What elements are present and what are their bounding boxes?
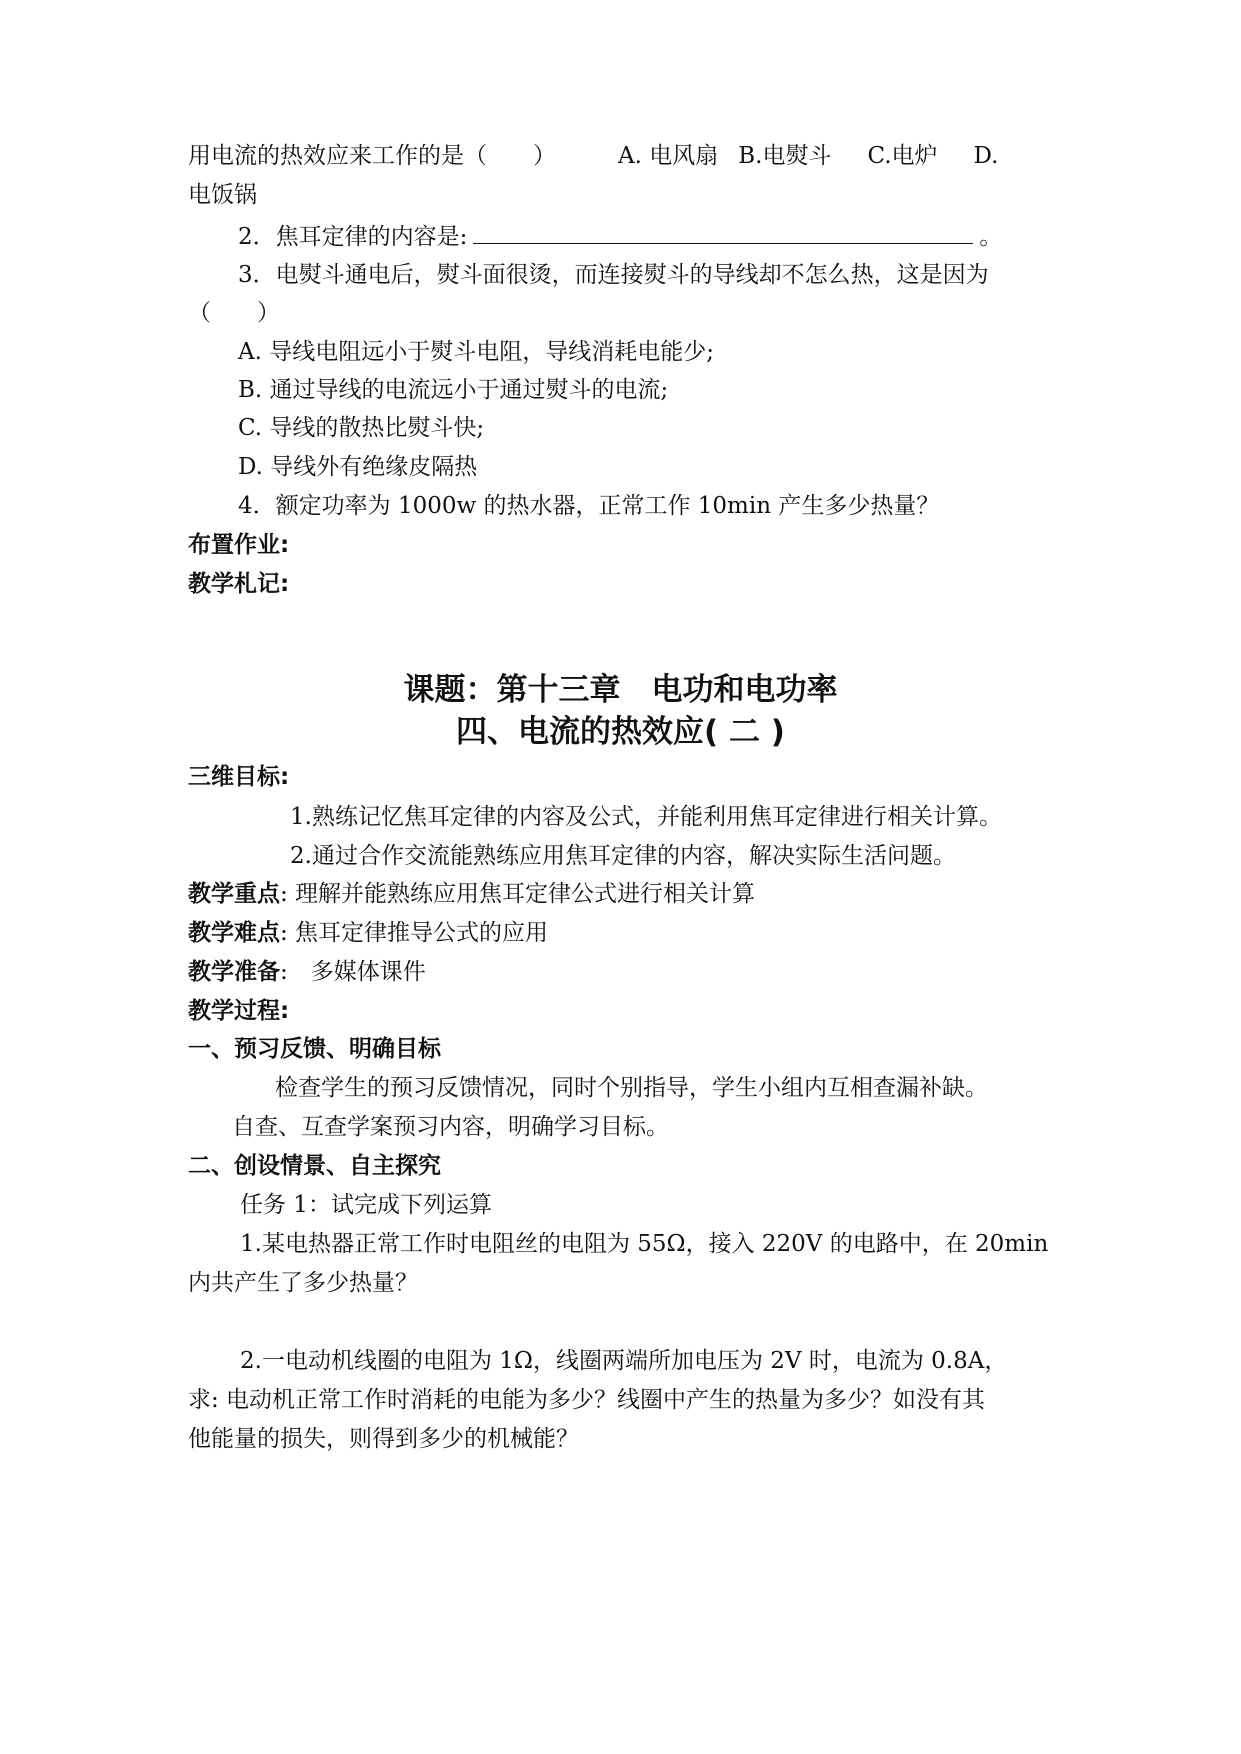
difficulty-line — [188, 918, 1058, 948]
part1-line1: 检查学生的预习反馈情况，同时个别指导，学生小组内互相查漏补缺。 — [275, 1075, 988, 1101]
goal-1: 1.熟练记忆焦耳定律的内容及公式，并能利用焦耳定律进行相关计算。 — [290, 804, 1002, 830]
q1-option-a: A. 电风扇 — [618, 143, 719, 169]
q2-answer-blank — [473, 221, 973, 244]
q4-line: 4．额定功率为 1000w 的热水器，正常工作 10min 产生多少热量？ — [238, 493, 940, 519]
key-point-line — [188, 879, 1058, 909]
key-point-text: : 理解并能熟练应用焦耳定律公式进行相关计算 — [280, 881, 756, 907]
process-label: 教学过程: — [188, 998, 290, 1024]
lesson-subtitle: 四、电流的热效应( 二 ) — [456, 714, 785, 750]
preparation-text: : 多媒体课件 — [280, 959, 426, 985]
difficulty-label: 教学难点 — [188, 920, 280, 946]
preparation-line — [188, 957, 1058, 987]
q1-option-c: C.电炉 — [867, 143, 938, 169]
q2-prefix: 2．焦耳定律的内容是: — [238, 224, 468, 250]
teaching-notes-label: 教学札记: — [188, 571, 290, 597]
homework-label: 布置作业: — [188, 532, 290, 558]
problem2-line1: 2.一电动机线圈的电阻为 1Ω，线圈两端所加电压为 2V 时，电流为 0.8A， — [240, 1348, 1008, 1374]
problem1-line2: 内共产生了多少热量？ — [188, 1270, 418, 1296]
problem2-line3: 他能量的损失，则得到多少的机械能？ — [188, 1426, 579, 1452]
q3-option-a: A. 导线电阻远小于熨斗电阻，导线消耗电能少; — [238, 339, 714, 365]
q3-option-c: C. 导线的散热比熨斗快; — [238, 415, 485, 441]
q3-option-d: D. 导线外有绝缘皮隔热 — [238, 454, 478, 480]
lesson-title: 课题：第十三章 电功和电功率 — [403, 672, 838, 708]
q1-line2: 电饭锅 — [188, 182, 257, 208]
key-point-label: 教学重点 — [188, 881, 280, 907]
difficulty-text: : 焦耳定律推导公式的应用 — [280, 920, 549, 946]
q3-line2: （ ） — [188, 300, 280, 326]
q1-option-b: B.电熨斗 — [738, 143, 832, 169]
goals-label: 三维目标: — [188, 764, 290, 790]
goal-2: 2.通过合作交流能熟练应用焦耳定律的内容，解决实际生活问题。 — [290, 843, 956, 869]
problem1-line1: 1.某电热器正常工作时电阻丝的电阻为 55Ω，接入 220V 的电路中，在 20min — [240, 1231, 1049, 1257]
part2-heading: 二、创设情景、自主探究 — [188, 1153, 441, 1179]
q1-stem: 用电流的热效应来工作的是（ ） — [188, 143, 556, 169]
task1-line: 任务 1：试完成下列运算 — [240, 1192, 492, 1218]
q1-line1 — [188, 141, 1058, 171]
part1-heading: 一、预习反馈、明确目标 — [188, 1036, 441, 1062]
q3-line1: 3．电熨斗通电后，熨斗面很烫，而连接熨斗的导线却不怎么热，这是因为 — [238, 262, 989, 288]
preparation-label: 教学准备 — [188, 959, 280, 985]
q2-line — [238, 221, 1108, 252]
part1-line2: 自查、互查学案预习内容，明确学习目标。 — [232, 1114, 669, 1140]
problem2-line2: 求: 电动机正常工作时消耗的电能为多少？线圈中产生的热量为多少？如没有其 — [188, 1387, 986, 1413]
q2-suffix: 。 — [979, 224, 1003, 250]
q3-option-b: B. 通过导线的电流远小于通过熨斗的电流; — [238, 377, 669, 403]
q1-option-d: D. — [973, 143, 999, 169]
